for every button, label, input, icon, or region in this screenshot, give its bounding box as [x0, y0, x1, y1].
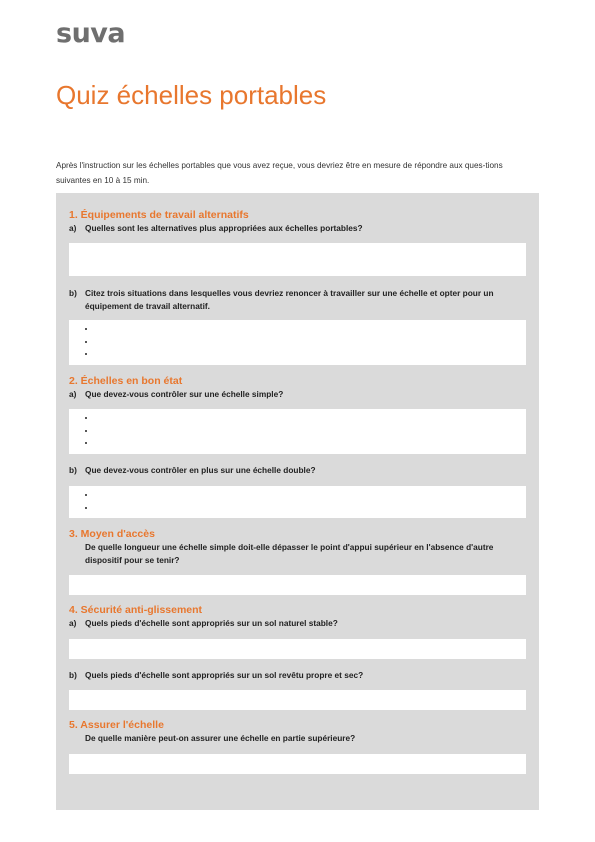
bullet-line[interactable] — [96, 425, 526, 438]
page-title: Quiz échelles portables — [56, 80, 327, 110]
answer-field-1a[interactable] — [69, 243, 526, 276]
question-prefix: a) — [69, 389, 77, 399]
question-text: De quelle longueur une échelle simple doit-elle dépasser le point d'appui supérieur en l'absence d'autre dispositif pour se tenir? — [85, 542, 494, 565]
question-1b — [69, 287, 524, 312]
question-2a — [69, 388, 524, 401]
bullet-line[interactable] — [96, 437, 526, 450]
bullet-line[interactable] — [96, 502, 526, 515]
bullet-line[interactable] — [96, 323, 526, 336]
question-4b — [69, 669, 524, 682]
suva-logo: suva — [56, 18, 126, 49]
question-text: Que devez-vous contrôler sur une échelle simple? — [85, 389, 284, 399]
question-prefix — [69, 541, 85, 566]
question-prefix: a) — [69, 223, 77, 233]
question-text: Que devez-vous contrôler en plus sur une échelle double? — [85, 465, 316, 475]
question-prefix: b) — [69, 465, 77, 475]
answer-field-4a[interactable] — [69, 639, 526, 659]
section-3-heading: 3. Moyen d'accès — [69, 528, 155, 540]
question-text: Citez trois situations dans lesquelles vous devriez renoncer à travailler sur une échelle et opter pour un équipement de travail alternatif. — [85, 288, 494, 311]
bullet-line[interactable] — [96, 348, 526, 361]
question-text: Quelles sont les alternatives plus appropriées aux échelles portables? — [85, 223, 363, 233]
section-5-heading: 5. Assurer l'échelle — [69, 719, 164, 731]
section-4-heading: 4. Sécurité anti-glissement — [69, 604, 203, 616]
question-5 — [69, 732, 524, 745]
intro-text: Après l'instruction sur les échelles portables que vous avez reçue, vous devriez être en mesure de répondre aux ques-tions suivantes en 10 à 15 min. — [56, 161, 503, 185]
answer-field-2a[interactable] — [69, 409, 526, 454]
bullet-line[interactable] — [96, 489, 526, 502]
question-text: De quelle manière peut-on assurer une échelle en partie supérieure? — [85, 733, 356, 743]
section-1-heading: 1. Équipements de travail alternatifs — [69, 209, 249, 221]
section-2-heading: 2. Échelles en bon état — [69, 375, 183, 387]
bullet-line[interactable] — [96, 336, 526, 349]
answer-field-5[interactable] — [69, 754, 526, 774]
question-3 — [69, 541, 524, 566]
answer-field-4b[interactable] — [69, 690, 526, 710]
question-text: Quels pieds d'échelle sont appropriés sur un sol naturel stable? — [85, 618, 338, 628]
answer-field-2b[interactable] — [69, 486, 526, 518]
question-prefix: b) — [69, 288, 77, 298]
quiz-panel — [56, 193, 539, 810]
bullet-line[interactable] — [96, 412, 526, 425]
question-prefix: a) — [69, 618, 77, 628]
question-text: Quels pieds d'échelle sont appropriés sur un sol revêtu propre et sec? — [85, 670, 364, 680]
question-4a — [69, 617, 524, 630]
answer-field-1b[interactable] — [69, 320, 526, 365]
question-1a — [69, 222, 524, 235]
question-2b — [69, 464, 524, 477]
answer-field-3[interactable] — [69, 575, 526, 595]
question-prefix: b) — [69, 670, 77, 680]
question-prefix — [69, 732, 85, 745]
